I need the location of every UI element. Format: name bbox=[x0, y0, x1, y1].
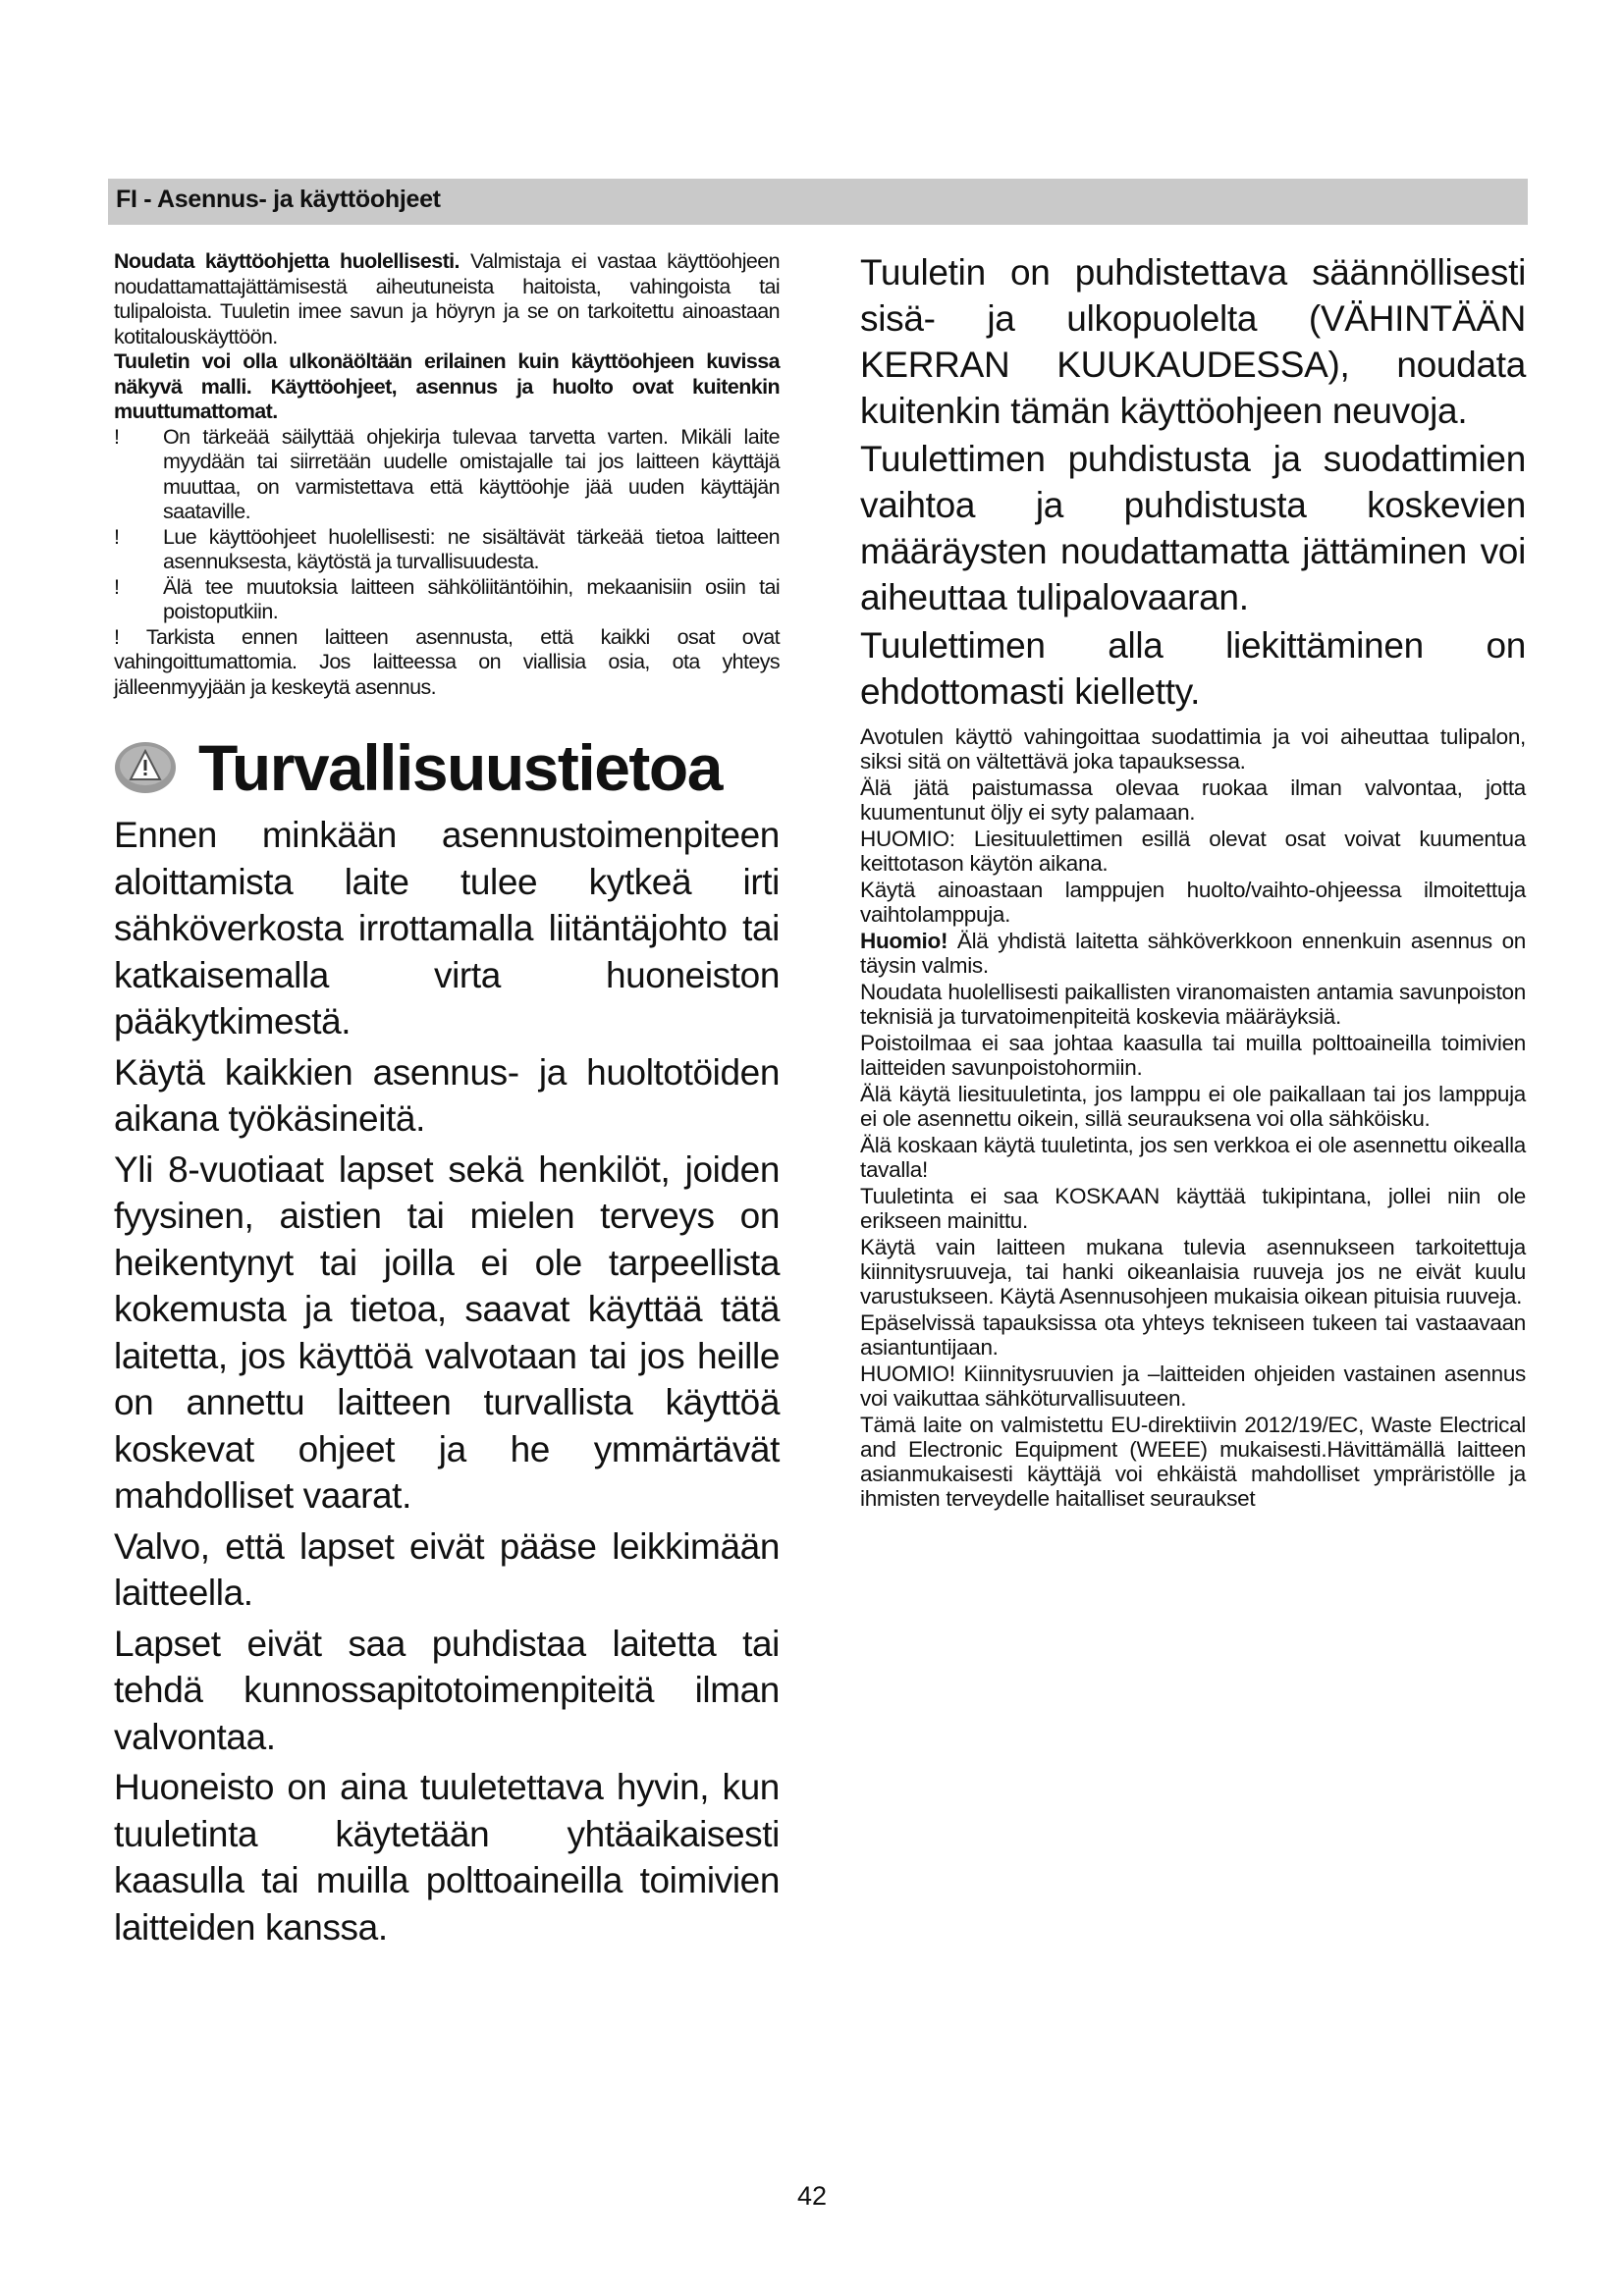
section-header-bar bbox=[108, 179, 1528, 225]
instruction-paragraph: Älä jätä paistumassa olevaa ruokaa ilman valvontaa, jotta kuumentunut öljy ei syty palamaan. bbox=[860, 775, 1526, 825]
safety-paragraph: Käytä kaikkien asennus- ja huoltotöiden aikana työkäsineitä. bbox=[114, 1051, 780, 1139]
safety-paragraph: Huoneisto on aina tuuletettava hyvin, kun tuuletinta käytetään yhtäaikaisesti kaasulla tai muilla polttoaineilla toimivien laitteiden kanssa. bbox=[114, 1767, 780, 1948]
safety-paragraph: Valvo, että lapset eivät pääse leikkimään laitteella. bbox=[114, 1525, 780, 1613]
instruction-paragraph: Epäselvissä tapauksissa ota yhteys tekniseen tukeen tai vastaavaan asiantuntijaan. bbox=[860, 1310, 1526, 1360]
cleaning-paragraph: Tuuletin on puhdistettava säännöllisesti sisä- ja ulkopuolelta (VÄHINTÄÄN KERRAN KUUKAUDESSA), noudata kuitenkin tämän käyttöohjeen neuvoja. bbox=[860, 252, 1526, 431]
safety-heading bbox=[114, 731, 780, 804]
warning-icon bbox=[114, 740, 177, 795]
instruction-paragraph: HUOMIO! Kiinnitysruuvien ja –laitteiden ohjeiden vastainen asennus voi vaikuttaa sähköturvallisuuteen. bbox=[860, 1362, 1526, 1411]
safety-paragraph: Yli 8-vuotiaat lapset sekä henkilöt, joiden fyysinen, aistien tai mielen terveys on heikentynyt tai joilla ei ole tarpeellista kokemusta ja tietoa, saavat käyttää tätä laitetta, jos käyttöä valvotaan tai jos heille on annettu laitteen turvallista käyttöä koskevat ohjeet ja he ymmärtävät mahdolliset vaarat. bbox=[114, 1148, 780, 1516]
bullet-item: ! Lue käyttöohjeet huolellisesti: ne sisältävät tärkeää tietoa laitteen asennuksesta, käytöstä ja turvallisuudesta. bbox=[114, 524, 780, 573]
exclamation-mark: ! bbox=[114, 524, 120, 549]
bullet-item: ! Tarkista ennen laitteen asennusta, että kaikki osat ovat vahingoittumattomia. Jos laitteessa on viallisia osia, ota yhteys jälleenmyyjään ja keskeytä asennus. bbox=[114, 624, 780, 699]
cleaning-paragraph: Tuulettimen puhdistusta ja suodattimien vaihtoa ja puhdistusta koskevien määräysten noudattamatta jättäminen voi aiheuttaa tulipalovaaran. bbox=[860, 439, 1526, 617]
instruction-paragraph: Noudata huolellisesti paikallisten viranomaisten antamia savunpoiston teknisiä ja turvatoimenpiteitä koskevia määräyksiä. bbox=[860, 980, 1526, 1029]
cleaning-paragraph: Tuulettimen alla liekittäminen on ehdottomasti kielletty. bbox=[860, 625, 1526, 712]
bullet-item: ! On tärkeää säilyttää ohjekirja tulevaa tarvetta varten. Mikäli laite myydään tai siirretään uudelle omistajalle tai jos laitteen käyttäjä muuttaa, on varmistettava että käyttöohje jää uuden käyttäjän saataville. bbox=[114, 424, 780, 523]
exclamation-mark: ! Tarkista bbox=[114, 624, 215, 649]
instruction-paragraph: Huomio! Älä yhdistä laitetta sähköverkkoon ennenkuin asennus on täysin valmis. bbox=[860, 929, 1526, 978]
section-title: FI - Asennus- ja käyttöohjeet bbox=[116, 186, 441, 213]
intro-paragraph-1: Noudata käyttöohjetta huolellisesti. Valmistaja ei vastaa käyttöohjeen noudattamattajättämisestä aiheutuneista haitoista, vahingoista tai tulipaloista. Tuuletin imee savun ja höyryn ja se on tarkoitettu ainoastaan kotitalouskäyttöön. bbox=[114, 249, 780, 348]
instruction-paragraph: Käytä ainoastaan lamppujen huolto/vaihto-ohjeessa ilmoitettuja vaihtolamppuja. bbox=[860, 878, 1526, 927]
bullet-item: ! Älä tee muutoksia laitteen sähköliitäntöihin, mekaanisiin osiin tai poistoputkiin. bbox=[114, 574, 780, 623]
safety-paragraph: Lapset eivät saa puhdistaa laitetta tai tehdä kunnossapitotoimenpiteitä ilman valvontaa. bbox=[114, 1623, 780, 1757]
instruction-paragraph: Tämä laite on valmistettu EU-direktiivin 2012/19/EC, Waste Electrical and Electronic Equipment (WEEE) mukaisesti.Hävittämällä laitteen asianmukaisesti käyttäjä voi ehkäistä mahdolliset ympräristölle ja ihmisten terveydelle haitalliset seuraukset bbox=[860, 1413, 1526, 1511]
exclamation-mark: ! bbox=[114, 574, 120, 599]
intro-paragraph-2: Tuuletin voi olla ulkonäöltään erilainen kuin käyttöohjeen kuvissa näkyvä malli. Käyttöohjeet, asennus ja huolto ovat kuitenkin muuttumattomat. bbox=[114, 349, 780, 423]
instruction-paragraph: Poistoilmaa ei saa johtaa kaasulla tai muilla polttoaineilla toimivien laitteiden savunpoistohormiin. bbox=[860, 1031, 1526, 1080]
exclamation-mark: ! bbox=[114, 424, 120, 449]
instruction-paragraph: Älä koskaan käytä tuuletinta, jos sen verkkoa ei ole asennettu oikealla tavalla! bbox=[860, 1133, 1526, 1182]
page-number: 42 bbox=[796, 2181, 828, 2211]
right-column bbox=[860, 249, 1526, 1513]
safety-heading-title: Turvallisuustietoa bbox=[198, 731, 722, 804]
instruction-paragraph: Tuuletinta ei saa KOSKAAN käyttää tukipintana, jollei niin ole erikseen mainittu. bbox=[860, 1184, 1526, 1233]
instruction-paragraph: Avotulen käyttö vahingoittaa suodattimia ja voi aiheuttaa tulipalon, siksi sitä on vältettävä joka tapauksessa. bbox=[860, 724, 1526, 774]
instruction-paragraph: HUOMIO: Liesituulettimen esillä olevat osat voivat kuumentua keittotason käytön aikana. bbox=[860, 827, 1526, 876]
safety-paragraph: Ennen minkään asennustoimenpiteen aloittamista laite tulee kytkeä irti sähköverkosta irrottamalla liitäntäjohto tai katkaisemalla virta huoneiston pääkytkimestä. bbox=[114, 815, 780, 1041]
left-column bbox=[114, 249, 780, 1954]
instruction-paragraph: Älä käytä liesituuletinta, jos lamppu ei ole paikallaan tai jos lamppuja ei ole asennettu oikein, sillä seurauksena voi olla sähköisku. bbox=[860, 1082, 1526, 1131]
instruction-paragraph: Käytä vain laitteen mukana tulevia asennukseen tarkoitettuja kiinnitysruuveja, tai hanki oikeanlaisia ruuveja jos ne eivät kuulu varustukseen. Käytä Asennusohjeen mukaisia oikean pituisia ruuveja. bbox=[860, 1235, 1526, 1308]
